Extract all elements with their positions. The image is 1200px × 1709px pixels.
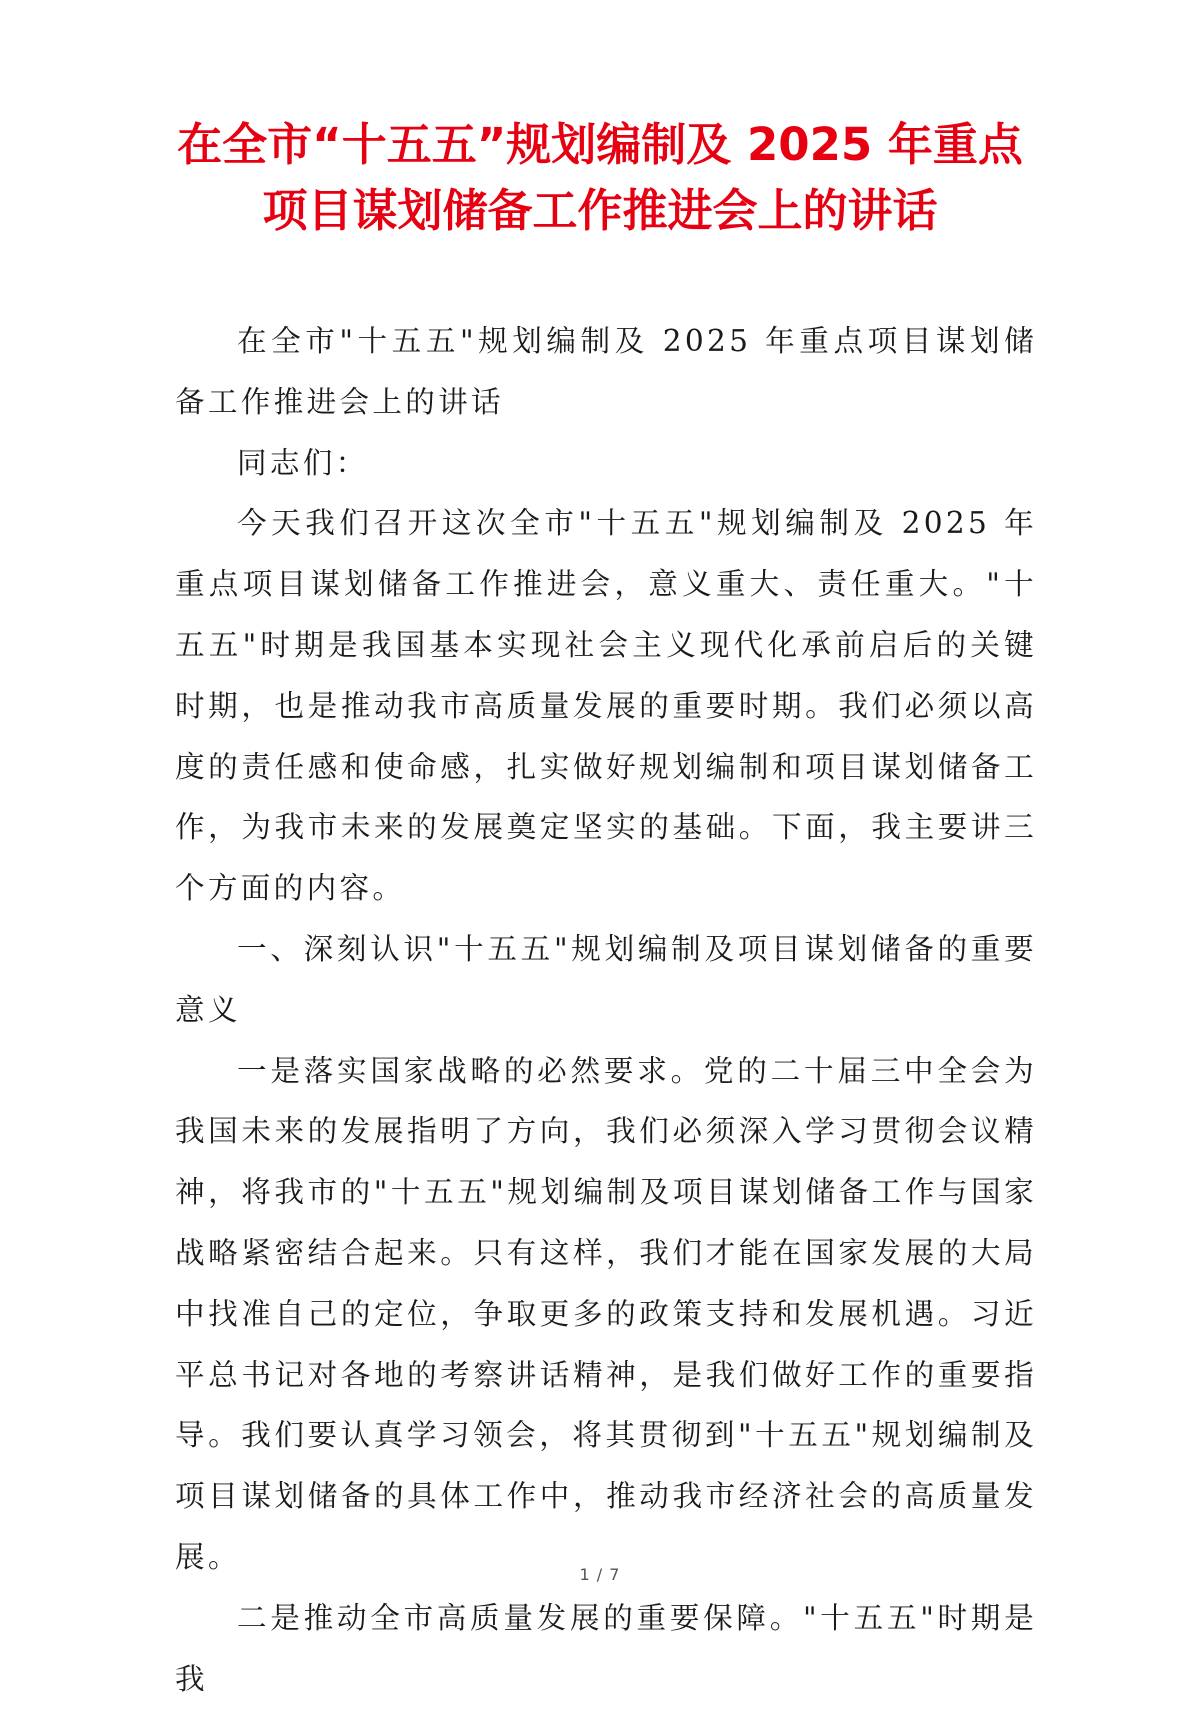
document-body — [175, 311, 1037, 1709]
page-number: 1 / 7 — [579, 1565, 621, 1584]
intro-paragraph: 今天我们召开这次全市"十五五"规划编制及 2025 年重点项目谋划储备工作推进会，意义重大、责任重大。"十五五"时期是我国基本实现社会主义现代化承前启后的关键时期，也是推动我市高质量发展的重要时期。我们必须以高度的责任感和使命感，扎实做好规划编制和项目谋划储备工作，为我市未来的发展奠定坚实的基础。下面，我主要讲三个方面的内容。 — [175, 506, 1037, 906]
section-heading-1: 一、深刻认识"十五五"规划编制及项目谋划储备的重要意义 — [175, 931, 1037, 1027]
title-line-1: 在全市“十五五”规划编制及 2025 年重点 — [177, 118, 1023, 171]
body-subtitle-paragraph: 在全市"十五五"规划编制及 2025 年重点项目谋划储备工作推进会上的讲话 — [175, 324, 1037, 419]
document-title — [120, 112, 1080, 244]
point-1-paragraph: 一是落实国家战略的必然要求。党的二十届三中全会为我国未来的发展指明了方向，我们必须深入学习贯彻会议精神，将我市的"十五五"规划编制及项目谋划储备工作与国家战略紧密结合起来。只有这样，我们才能在国家发展的大局中找准自己的定位，争取更多的政策支持和发展机遇。习近平总书记对各地的考察讲话精神，是我们做好工作的重要指导。我们要认真学习领会，将其贯彻到"十五五"规划编制及项目谋划储备的具体工作中，推动我市经济社会的高质量发展。 — [175, 1053, 1037, 1574]
salutation-paragraph: 同志们： — [237, 445, 369, 480]
title-line-2: 项目谋划储备工作推进会上的讲话 — [262, 184, 938, 237]
point-2-paragraph: 二是推动全市高质量发展的重要保障。"十五五"时期是我 — [175, 1600, 1037, 1696]
